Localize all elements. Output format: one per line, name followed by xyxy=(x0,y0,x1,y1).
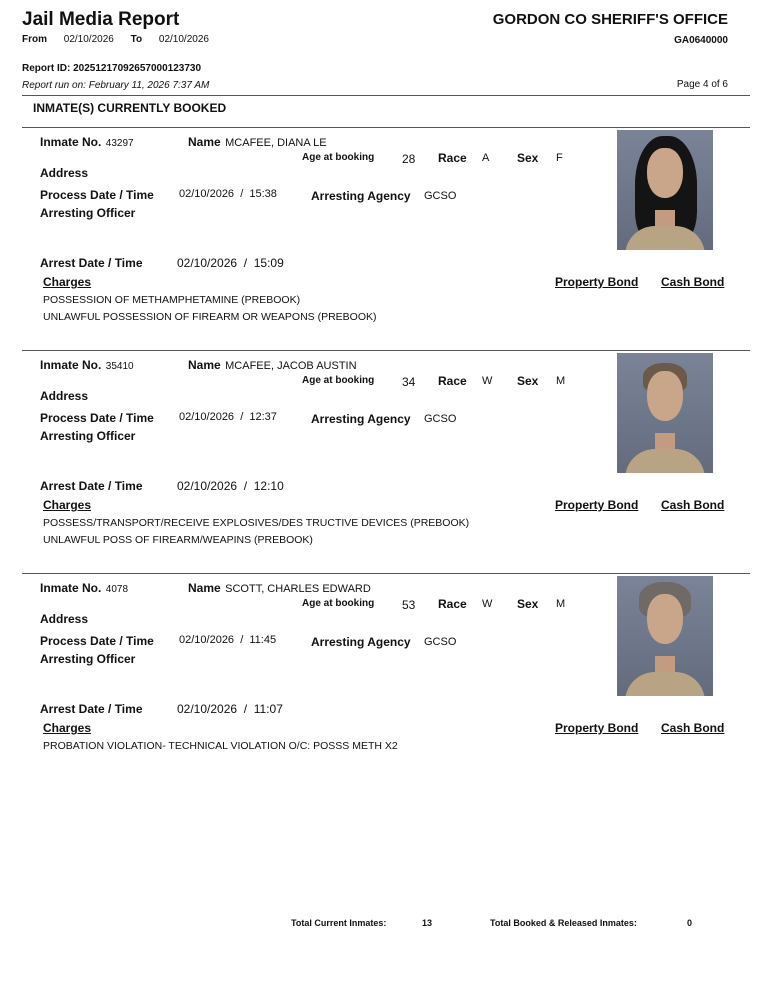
inmate-no xyxy=(40,133,134,151)
charges-list xyxy=(43,292,377,326)
arrest-label: Arrest Date / Time xyxy=(40,702,143,716)
race-value: W xyxy=(482,598,493,610)
name-label: Name xyxy=(188,135,221,149)
address-label: Address xyxy=(40,389,89,403)
arrest-datetime xyxy=(177,479,284,493)
age-label: Age at booking xyxy=(302,598,375,609)
total-released-value: 0 xyxy=(687,918,693,928)
process-datetime xyxy=(179,634,276,646)
inmate-record xyxy=(0,351,773,573)
cash-bond-label: Cash Bond xyxy=(661,721,725,735)
arrest-date: 02/10/2026 xyxy=(177,479,238,493)
charges-label: Charges xyxy=(43,721,92,735)
mugshot-photo xyxy=(617,130,713,250)
name-value: MCAFEE, JACOB AUSTIN xyxy=(225,360,357,372)
mugshot-photo xyxy=(617,576,713,696)
officer-label: Arresting Officer xyxy=(40,652,136,666)
report-title: Jail Media Report xyxy=(22,9,180,30)
process-slash: / xyxy=(240,188,244,200)
process-date: 02/10/2026 xyxy=(179,188,235,200)
process-label: Process Date / Time xyxy=(40,188,154,202)
page-number: Page 4 of 6 xyxy=(676,79,728,90)
property-bond-label: Property Bond xyxy=(555,721,639,735)
process-date: 02/10/2026 xyxy=(179,634,235,646)
inmate-no xyxy=(40,356,134,374)
age-label: Age at booking xyxy=(302,375,375,386)
process-slash: / xyxy=(240,634,244,646)
arrest-datetime xyxy=(177,702,283,716)
to-date: 02/10/2026 xyxy=(158,34,209,45)
agency-value: GCSO xyxy=(424,190,457,202)
name-value: SCOTT, CHARLES EDWARD xyxy=(225,583,371,595)
inmate-no-label: Inmate No. xyxy=(40,358,102,372)
sex-value: F xyxy=(556,152,563,164)
race-label: Race xyxy=(438,151,467,165)
sex-label: Sex xyxy=(517,374,539,388)
arrest-label: Arrest Date / Time xyxy=(40,256,143,270)
name-label: Name xyxy=(188,358,221,372)
property-bond-label: Property Bond xyxy=(555,498,639,512)
charge-item: UNLAWFUL POSSESSION OF FIREARM OR WEAPONS (PREBOOK) xyxy=(43,311,377,323)
age-value: 28 xyxy=(402,152,416,166)
agency-label: Arresting Agency xyxy=(311,189,411,203)
inmate-no xyxy=(40,579,128,597)
agency-value: GCSO xyxy=(424,636,457,648)
inmate-no-label: Inmate No. xyxy=(40,135,102,149)
charges-label: Charges xyxy=(43,498,92,512)
inmate-record xyxy=(0,128,773,350)
process-time: 15:38 xyxy=(249,188,277,200)
address-label: Address xyxy=(40,166,89,180)
officer-label: Arresting Officer xyxy=(40,429,136,443)
charge-item: PROBATION VIOLATION- TECHNICAL VIOLATION O/C: POSSS METH X2 xyxy=(43,740,398,752)
header-divider xyxy=(22,95,750,96)
total-current-value: 13 xyxy=(422,918,433,928)
cash-bond-label: Cash Bond xyxy=(661,498,725,512)
name-label: Name xyxy=(188,581,221,595)
charge-item: POSSESSION OF METHAMPHETAMINE (PREBOOK) xyxy=(43,294,301,306)
arrest-datetime xyxy=(177,256,284,270)
agency-label: Arresting Agency xyxy=(311,412,411,426)
agency-code: GA0640000 xyxy=(674,35,728,46)
sex-value: M xyxy=(556,375,566,387)
sex-label: Sex xyxy=(517,597,539,611)
process-datetime xyxy=(179,188,277,200)
name-value: MCAFEE, DIANA LE xyxy=(225,137,327,149)
agency-value: GCSO xyxy=(424,413,457,425)
charges-label: Charges xyxy=(43,275,92,289)
inmate-name xyxy=(188,579,371,597)
race-value: W xyxy=(482,375,493,387)
to-label: To xyxy=(130,34,143,45)
inmate-no-label: Inmate No. xyxy=(40,581,102,595)
total-current-label: Total Current Inmates: xyxy=(291,918,387,928)
arrest-time: 11:07 xyxy=(253,702,283,716)
process-time: 12:37 xyxy=(249,411,277,423)
section-title: INMATE(S) CURRENTLY BOOKED xyxy=(33,101,227,115)
total-released-label: Total Booked & Released Inmates: xyxy=(490,918,637,928)
arrest-label: Arrest Date / Time xyxy=(40,479,143,493)
report-id: Report ID: 20251217092657000123730 xyxy=(22,63,202,74)
age-value: 53 xyxy=(402,598,416,612)
property-bond-label: Property Bond xyxy=(555,275,639,289)
sex-value: M xyxy=(556,598,566,610)
inmate-no-value: 35410 xyxy=(105,361,134,372)
arrest-date: 02/10/2026 xyxy=(177,256,238,270)
agency-name: GORDON CO SHERIFF'S OFFICE xyxy=(492,11,728,28)
inmate-no-value: 43297 xyxy=(105,138,134,149)
process-label: Process Date / Time xyxy=(40,411,154,425)
cash-bond-label: Cash Bond xyxy=(661,275,725,289)
process-slash: / xyxy=(240,411,244,423)
from-date: 02/10/2026 xyxy=(63,34,114,45)
record-divider xyxy=(22,573,750,574)
inmate-no-value: 4078 xyxy=(105,584,129,595)
process-time: 11:45 xyxy=(249,634,277,646)
report-run-on: Report run on: February 11, 2026 7:37 AM xyxy=(22,80,210,91)
date-range xyxy=(22,34,223,45)
arrest-slash: / xyxy=(243,479,248,493)
sex-label: Sex xyxy=(517,151,539,165)
inmate-name xyxy=(188,133,327,151)
inmate-name xyxy=(188,356,357,374)
charges-list xyxy=(43,515,469,549)
process-date: 02/10/2026 xyxy=(179,411,235,423)
officer-label: Arresting Officer xyxy=(40,206,136,220)
charge-item: UNLAWFUL POSS OF FIREARM/WEAPINS (PREBOOK) xyxy=(43,534,313,546)
age-value: 34 xyxy=(402,375,416,389)
arrest-slash: / xyxy=(243,702,248,716)
mugshot-photo xyxy=(617,353,713,473)
arrest-time: 12:10 xyxy=(253,479,284,493)
race-label: Race xyxy=(438,597,467,611)
from-label: From xyxy=(22,34,47,45)
charges-list xyxy=(43,738,398,755)
record-divider xyxy=(22,350,750,351)
arrest-date: 02/10/2026 xyxy=(177,702,238,716)
race-label: Race xyxy=(438,374,467,388)
process-label: Process Date / Time xyxy=(40,634,154,648)
arrest-slash: / xyxy=(243,256,248,270)
race-value: A xyxy=(482,152,490,164)
charge-item: POSSESS/TRANSPORT/RECEIVE EXPLOSIVES/DES TRUCTIVE DEVICES (PREBOOK) xyxy=(43,517,470,529)
agency-label: Arresting Agency xyxy=(311,635,411,649)
inmate-record xyxy=(0,574,773,796)
process-datetime xyxy=(179,411,277,423)
address-label: Address xyxy=(40,612,89,626)
age-label: Age at booking xyxy=(302,152,375,163)
arrest-time: 15:09 xyxy=(253,256,284,270)
